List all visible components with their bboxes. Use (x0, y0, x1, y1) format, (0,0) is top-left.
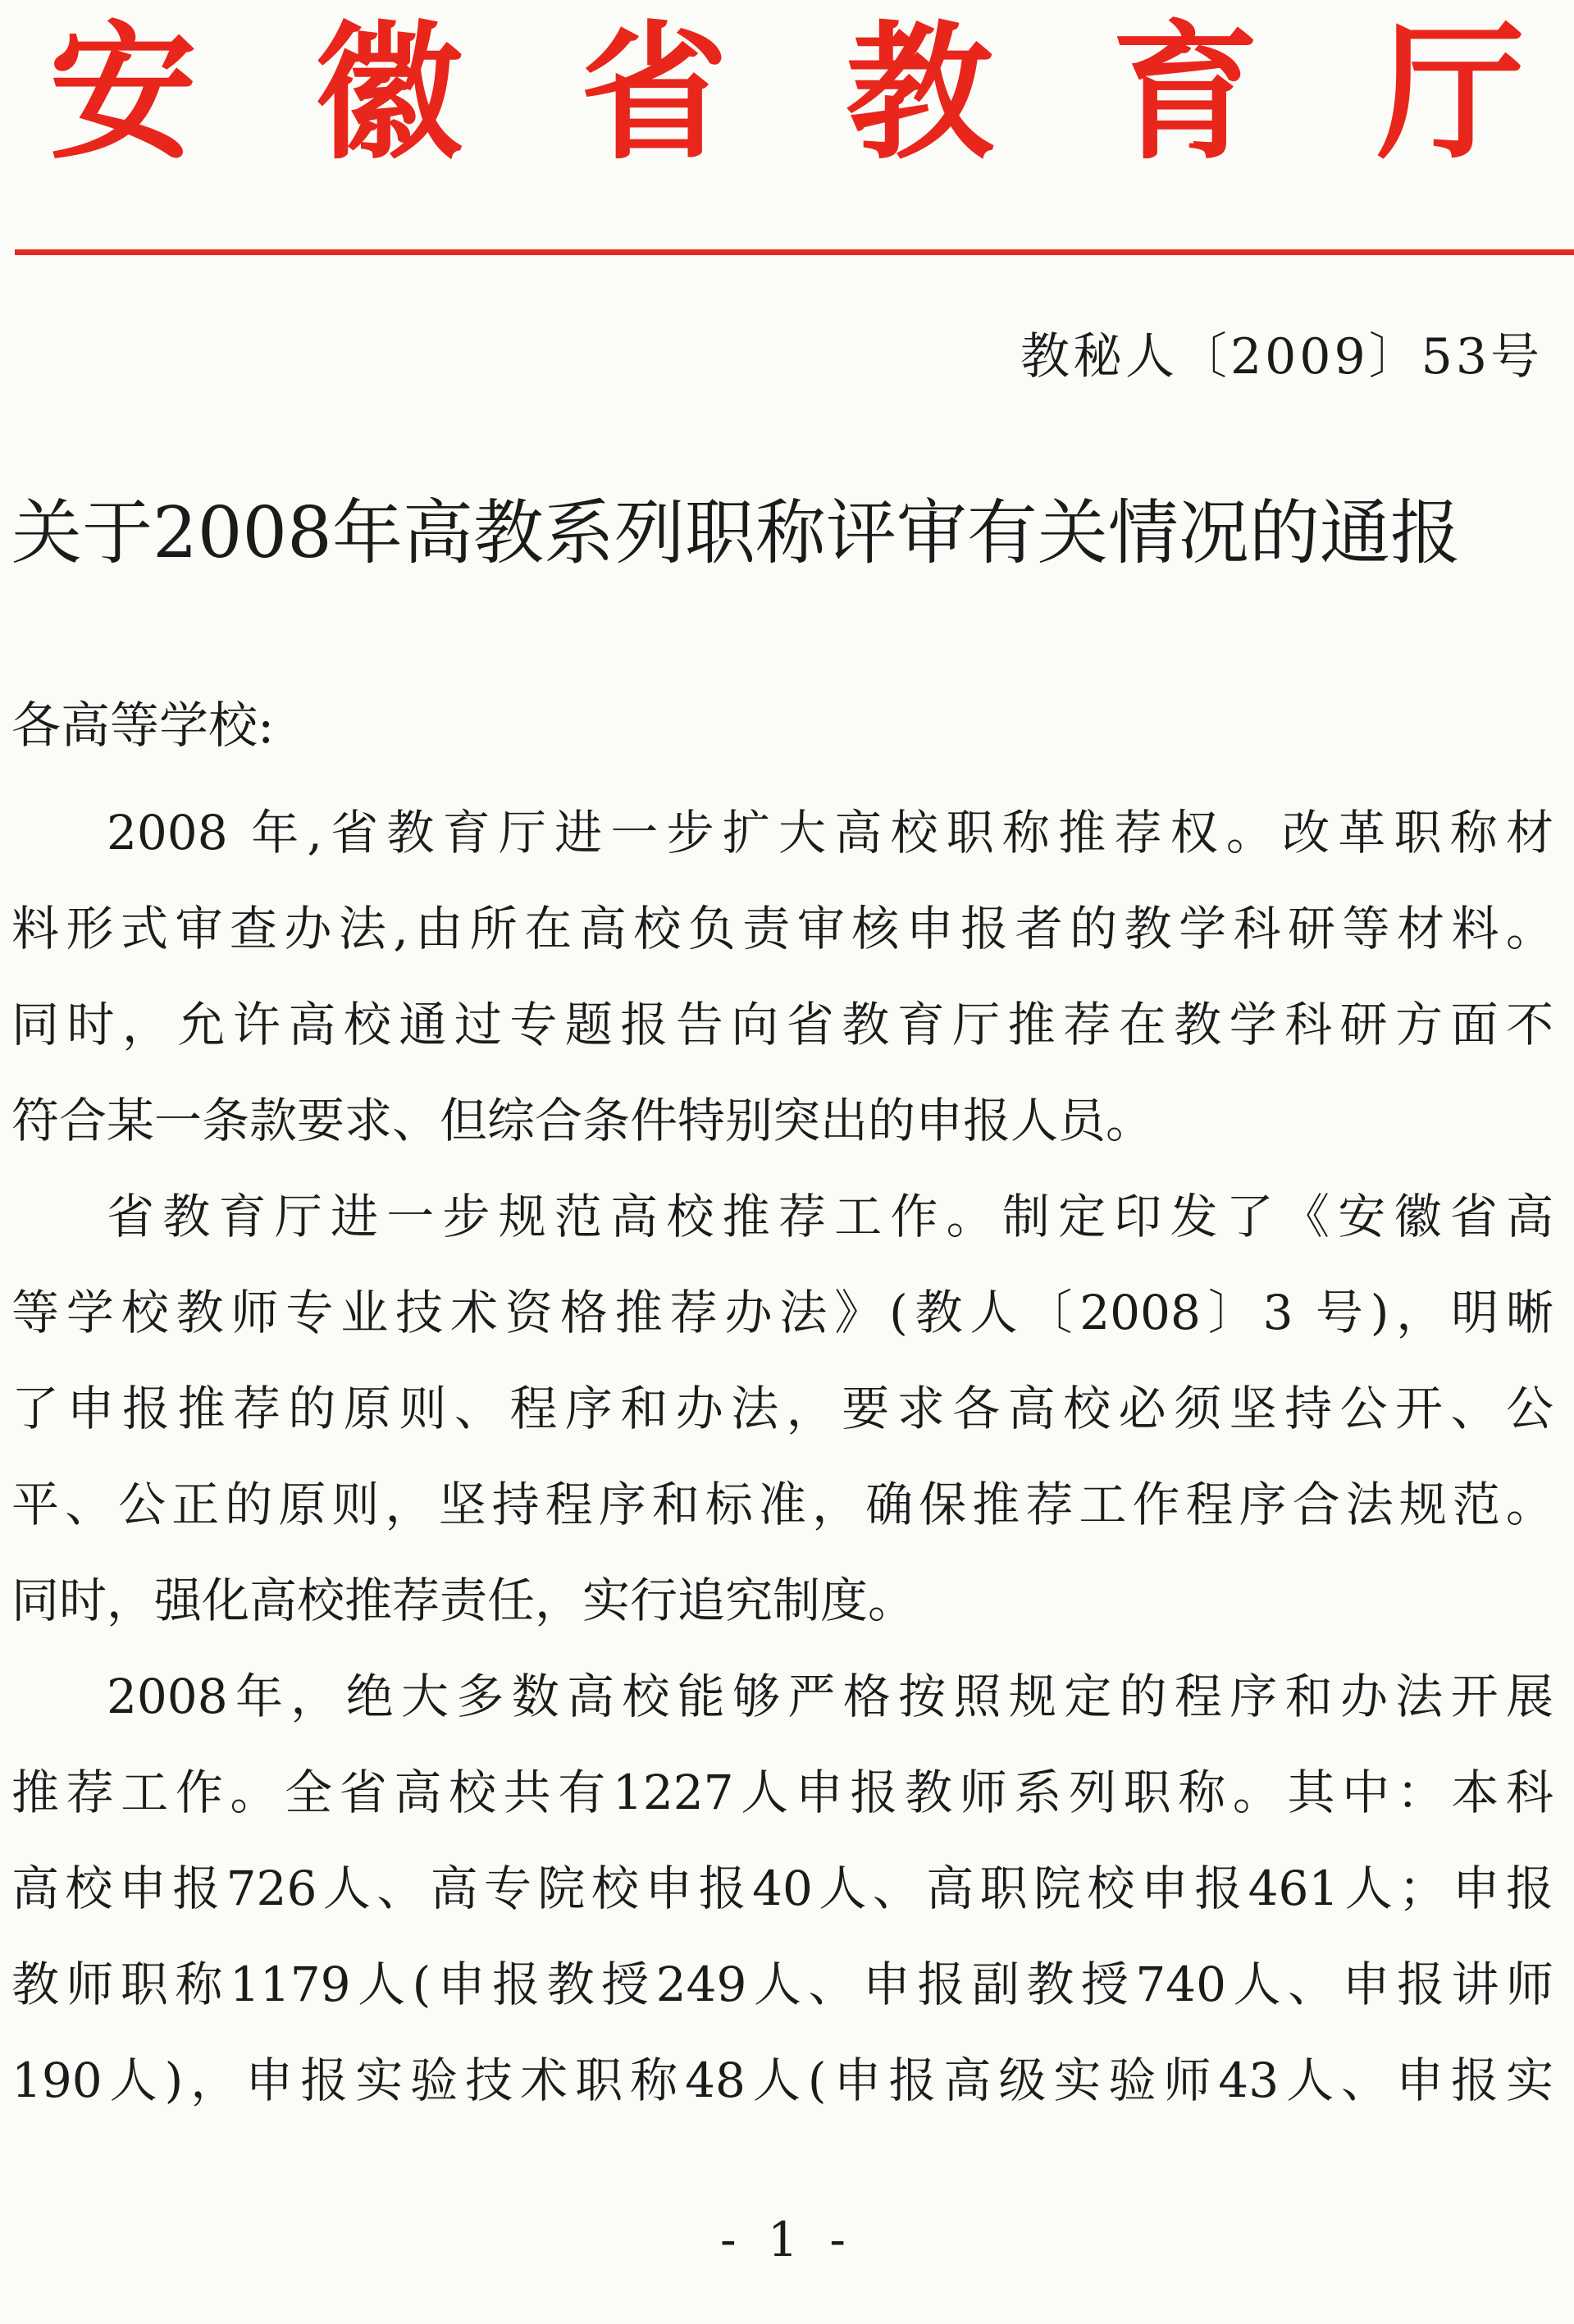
body-line: 符合某一条款要求、但综合条件特别突出的申报人员。 (11, 1093, 1154, 1148)
masthead-char: 徽 (314, 8, 463, 180)
body-line: 了申报推荐的原则、程序和办法，要求各高校必须坚持公开、公 (11, 1381, 1553, 1436)
masthead-char: 教 (846, 8, 994, 180)
body-line: 平、公正的原则，坚持程序和标准，确保推荐工作程序合法规范。 (11, 1477, 1553, 1532)
document-title: 关于2008年高教系列职称评审有关情况的通报 (11, 492, 1461, 574)
document-number: 教秘人〔2009〕53号 (1020, 328, 1543, 386)
masthead-char: 育 (1111, 8, 1260, 180)
body-line: 料形式审查办法,由所在高校负责审核申报者的教学科研等材料。 (11, 901, 1553, 957)
body-line: 推荐工作。全省高校共有1227人申报教师系列职称。其中：本科 (11, 1765, 1553, 1820)
body-line: 教师职称1179人(申报教授249人、申报副教授740人、申报讲师 (11, 1956, 1553, 2012)
body-line: 2008年，绝大多数高校能够严格按照规定的程序和办法开展 (107, 1669, 1553, 1724)
body-line: 同时，强化高校推荐责任，实行追究制度。 (11, 1573, 916, 1628)
body-line: 高校申报726人、高专院校申报40人、高职院校申报461人；申报 (11, 1861, 1553, 1916)
salutation: 各高等学校: (11, 697, 275, 755)
body-line: 同时，允许高校通过专题报告向省教育厅推荐在教学科研方面不 (11, 997, 1553, 1052)
body-line: 省教育厅进一步规范高校推荐工作。制定印发了《安徽省高 (107, 1189, 1553, 1244)
red-header-rule (15, 249, 1574, 255)
masthead-char: 省 (580, 8, 728, 180)
page-number: - 1 - (720, 2212, 854, 2267)
masthead-char: 安 (49, 8, 198, 180)
body-text (11, 785, 1553, 2129)
body-line: 2008 年,省教育厅进一步扩大高校职称推荐权。改革职称材 (107, 805, 1553, 861)
body-line: 190人)，申报实验技术职称48人(申报高级实验师43人、申报实 (11, 2052, 1553, 2108)
body-line: 等学校教师专业技术资格推荐办法》(教人〔2008〕3 号)，明晰 (11, 1285, 1553, 1340)
issuer-masthead (49, 8, 1525, 180)
masthead-char: 厅 (1376, 8, 1525, 180)
